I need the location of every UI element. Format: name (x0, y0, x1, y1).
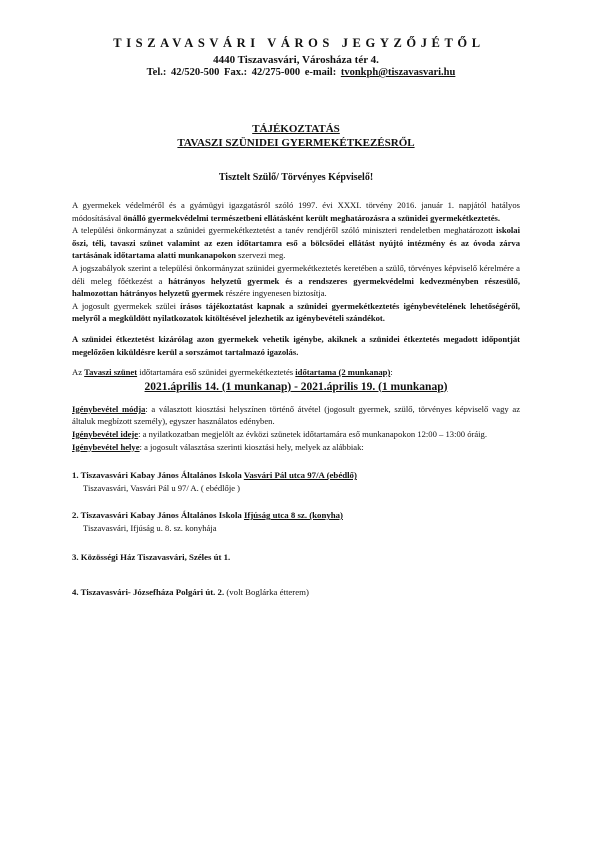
paragraph-notification-text: A jogosult gyermekek szülei (72, 300, 181, 311)
usage-mode (72, 403, 520, 428)
usage-place-label: Igénybevétel helye (72, 441, 140, 452)
period-intro-colon: : (390, 367, 393, 378)
location-title (72, 509, 520, 522)
paragraph-periods-end: szervezi meg. (236, 250, 286, 261)
location-title (72, 469, 520, 482)
paragraph-law (72, 199, 520, 224)
paragraph-exclusive-bold: A szünidei étkeztetést kizárólag azon gyermekek vehetik igénybe, akiknek a szünidei étkeztetés megadott időpontját megelőzően kiküldésre kerül a sorszámot tartalmazó igazolás. (72, 333, 520, 357)
office-title: TISZAVASVÁRI VÁROS JEGYZŐJÉTŐL (113, 36, 485, 50)
paragraph-law-text: A gyermekek védelméről és a gyámügyi igazgatásról szóló 1997. évi XXXI. törvény 2016. január 1. napjától hatályos módosításával (72, 200, 520, 223)
location-title (72, 551, 520, 564)
location-detail: Tiszavasvári, Vasvári Pál u 97/ A. ( ebédlője ) (83, 483, 241, 494)
usage-mode-text: : a választott kiosztási helyszínen történő átvétel (jogosult gyermek, szülő, törvényes képviselő vagy az általuk megbízott személy), egyszer használatos edényben. (72, 403, 521, 427)
service-dates-text: 2021.április 14. (1 munkanap) - 2021.április 19. (1 munkanap) (144, 380, 448, 393)
office-address: 4440 Tiszavasvári, Városháza tér 4. (213, 54, 379, 66)
location-title (72, 586, 520, 599)
location-name: 3. Közösségi Ház Tiszavasvári, Széles út 1. (72, 552, 231, 563)
location-item (72, 551, 520, 564)
paragraph-periods-bold: iskolai őszi, téli, tavaszi szünet valamint az ezen időtartamra eső a bölcsődei ellátást nyújtó intézmény és az óvoda zárva tartásának időtartama alatti munkanapokon (72, 225, 520, 261)
location-name: 1. Tiszavasvári Kabay János Általános Iskola (72, 470, 244, 481)
location-name: 4. Tiszavasvári- Józsefháza Polgári út. 2. (72, 587, 225, 598)
usage-place-text: : a jogosult választása szerinti kiosztási hely, melyek az alábbiak: (139, 441, 364, 452)
contact-email[interactable]: tvonkph@tiszavasvari.hu (340, 67, 456, 78)
paragraph-exclusive (72, 333, 520, 358)
location-item (72, 509, 520, 535)
location-address: Vasvári Pál utca 97/A (ebédlő) (243, 470, 357, 481)
paragraph-period-intro (72, 366, 520, 379)
notice-subtitle: TAVASZI SZÜNIDEI GYERMEKÉTKEZÉSRŐL (177, 137, 415, 149)
service-dates (72, 381, 520, 393)
notice-title: TÁJÉKOZTATÁS (252, 123, 340, 135)
salutation: Tisztelt Szülő/ Törvényes Képviselő! (218, 172, 374, 183)
paragraph-periods (72, 224, 520, 262)
paragraph-notification-bold: írásos tájékoztatást kapnak a szünidei gyermekétkeztetés igénybevételének lehetőségéről, melyről a megküldött nyilatkozatok kitöltésével jelezhetik az igénybevételi szándékot. (72, 300, 520, 324)
paragraph-eligibility-bold: hátrányos helyzetű gyermek és a rendszeres gyermekvédelmi kedvezményben részesülő, halmozottan hátrányos helyzetű gyermek (72, 275, 520, 299)
period-intro-duration: időtartama (2 munkanap) (295, 367, 391, 378)
paragraph-law-bold: önálló gyermekvédelmi természetbeni ellátásként került meghatározásra a szünidei gyermekétkeztetés. (123, 212, 501, 223)
contact-phone-fax: Tel.: 42/520-500 Fax.: 42/275-000 e-mail: (146, 67, 341, 78)
usage-place (72, 441, 520, 454)
paragraph-periods-text: A települési önkormányzat a szünidei gyermekétkeztetést a tanév rendjéről szóló miniszteri rendeletben meghatározott (72, 225, 497, 236)
paragraph-eligibility (72, 262, 520, 300)
location-detail: Tiszavasvári, Ifjúság u. 8. sz. konyhája (83, 523, 217, 534)
period-intro-c: időtartamára eső szünidei gyermekétkeztetés (137, 367, 296, 378)
paragraph-eligibility-end: részére ingyenesen biztosítja. (223, 288, 327, 299)
location-name: 2. Tiszavasvári Kabay János Általános Iskola (72, 510, 244, 521)
usage-mode-label: Igénybevétel módja (72, 403, 146, 414)
location-note: (volt Boglárka étterem) (224, 587, 309, 598)
paragraph-eligibility-text: A jogszabályok szerint a települési önkormányzat szünidei gyermekétkeztetés keretében a szülő, törvényes képviselő kérelmére a déli meleg főétkezést a (72, 262, 520, 286)
office-contact (82, 67, 520, 78)
period-intro-spring: Tavaszi szünet (84, 367, 138, 378)
usage-time (72, 428, 520, 441)
period-intro-a: Az (72, 367, 85, 378)
location-item (72, 469, 520, 495)
usage-time-text: : a nyilatkozatban megjelölt az évközi szünetek időtartamára eső munkanapokon 12:00 – 13:00 óráig. (138, 428, 488, 439)
usage-time-label: Igénybevétel ideje (72, 428, 139, 439)
location-item (72, 586, 520, 599)
paragraph-notification (72, 300, 520, 325)
location-address: Ifjúság utca 8 sz. (konyha) (243, 510, 343, 521)
